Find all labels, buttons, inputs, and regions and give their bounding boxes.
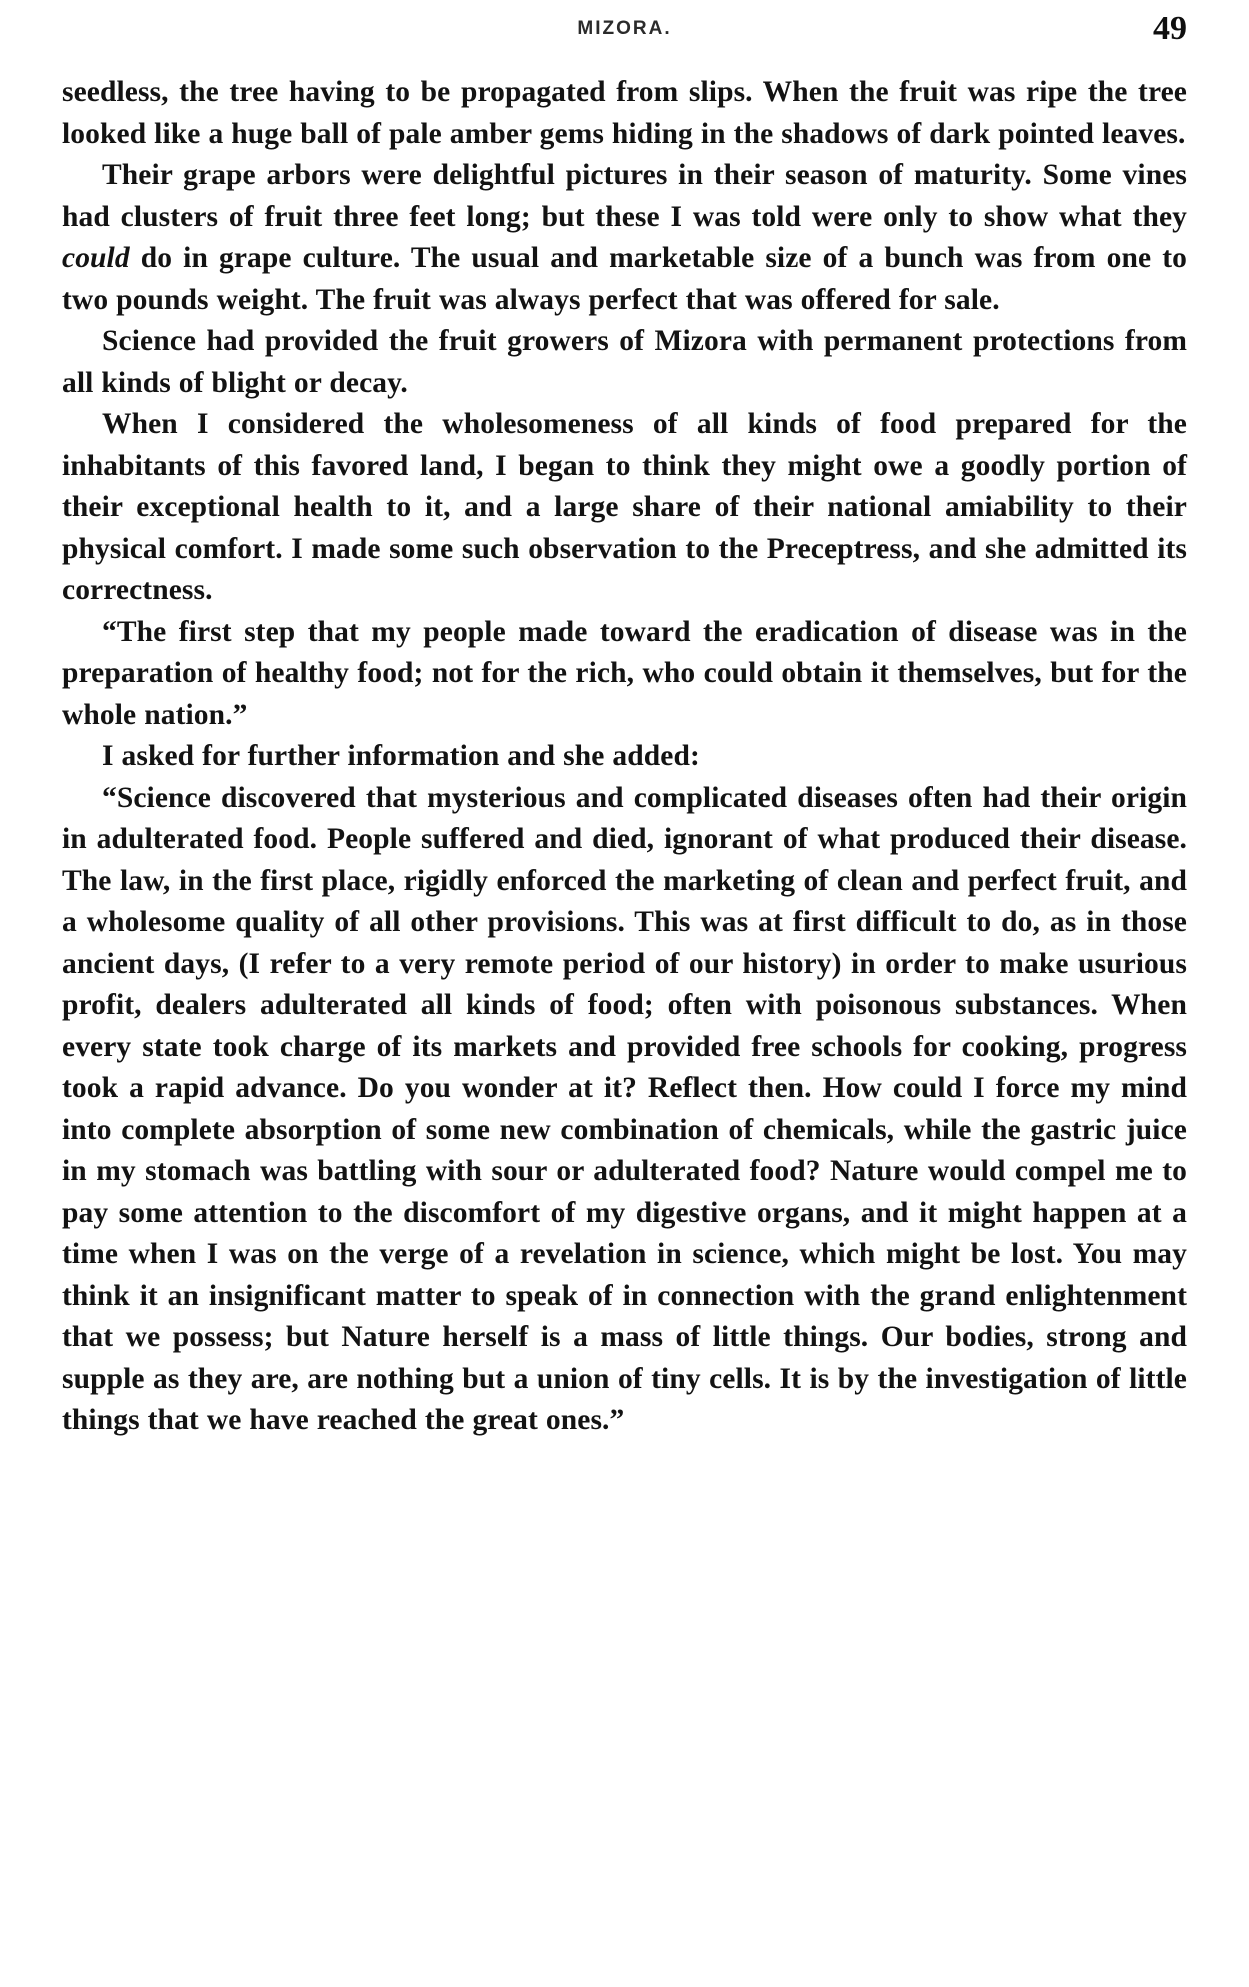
paragraph — [62, 155, 1187, 321]
page-header — [62, 10, 1187, 72]
paragraph: When I considered the wholesomeness of all kinds of food prepared for the inhabitants of this favored land, I began to think they might owe a goodly portion of their exceptional health to it, and a large share of their national amiability to their physical comfort. I made some such observation to the Preceptress, and she admitted its correctness. — [62, 408, 1187, 606]
paragraph: I asked for further information and she added: — [102, 740, 700, 772]
paragraph-text-part: Their grape arbors were delightful pictures in their season of maturity. Some vines had clusters of fruit three feet long; but these I was told were only to show what they — [62, 159, 1187, 233]
book-page — [0, 10, 1249, 1987]
paragraph: “The first step that my people made toward the eradication of disease was in the preparation of healthy food; not for the rich, who could obtain it themselves, but for the whole nation.” — [62, 615, 1187, 731]
paragraph-text-part: do in grape culture. The usual and marketable size of a bunch was from one to two pounds weight. The fruit was always perfect that was offered for sale. — [62, 242, 1187, 316]
emphasis-word: could — [62, 242, 130, 274]
running-head: MIZORA. — [577, 18, 672, 39]
page-number: 49 — [1153, 10, 1187, 47]
paragraph: “Science discovered that mysterious and complicated diseases often had their origin in adulterated food. People suffered and died, ignorant of what produced their disease. The law, in the first place, rigidly enforced the marketing of clean and perfect fruit, and a wholesome quality of all other provisions. This was at first difficult to do, as in those ancient days, (I refer to a very remote period of our history) in order to make usurious profit, dealers adulterated all kinds of food; often with poisonous substances. When every state took charge of its markets and provided free schools for cooking, progress took a rapid advance. Do you wonder at it? Reflect then. How could I force my mind into complete absorption of some new combination of chemicals, while the gastric juice in my stomach was battling with sour or adulterated food? Nature would compel me to pay some attention to the discomfort of my digestive organs, and it might happen at a time when I was on the verge of a revelation in science, which might be lost. You may think it an insignificant matter to speak of in connection with the grand enlightenment that we possess; but Nature herself is a mass of little things. Our bodies, strong and supple as they are, are nothing but a union of tiny cells. It is by the investigation of little things that we have reached the great ones.” — [62, 781, 1187, 1436]
body-text-column — [62, 72, 1187, 1442]
paragraph: Science had provided the fruit growers of Mizora with permanent protections from all kinds of blight or decay. — [62, 325, 1187, 399]
paragraph: seedless, the tree having to be propagated from slips. When the fruit was ripe the tree looked like a huge ball of pale amber gems hiding in the shadows of dark pointed leaves. — [62, 76, 1187, 150]
